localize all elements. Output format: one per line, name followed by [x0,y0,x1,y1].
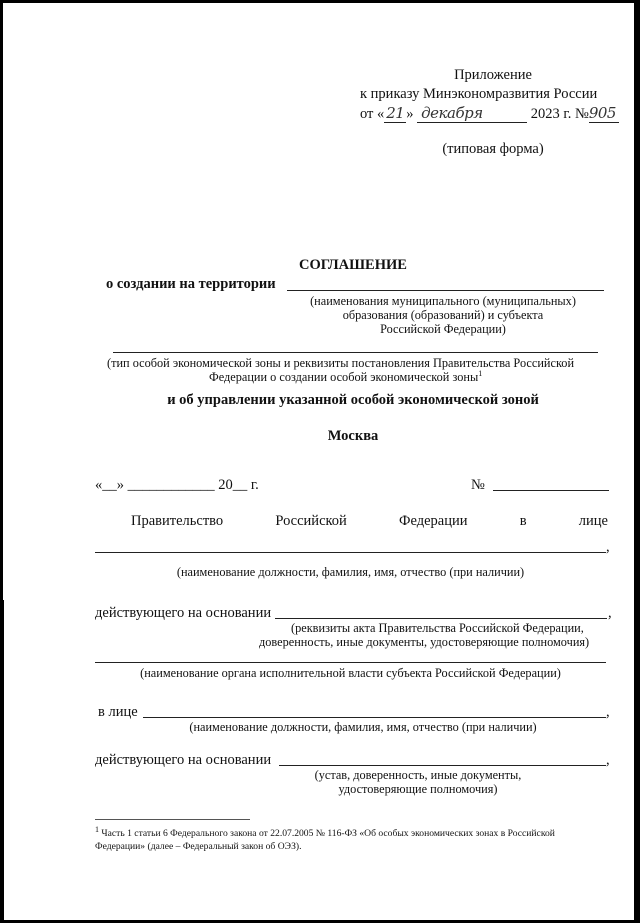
party2-org-caption: (наименование органа исполнительной власти субъекта Российской Федерации) [140,666,561,680]
word-government: Правительство [131,513,224,529]
scan-border [0,600,4,923]
party1-basis-comma: , [608,605,612,621]
order-year-label: 2023 г. № [530,106,589,122]
party1-rep-comma: , [606,539,610,555]
territory-caption-2: образования (образований) и субъекта [342,308,544,322]
title-subtitle-prefix: о создании на территории [106,276,276,292]
footnote-line-2: Федерации» (далее – Федеральный закон об ОЭЗ). [95,841,302,852]
word-in: в [519,513,527,529]
party2-basis-label: действующего на основании [95,752,272,768]
footnote-ref[interactable]: 1 [478,368,483,378]
word-person: лице [578,513,608,529]
order-date-line [360,105,619,123]
footnote-text-1: Часть 1 статьи 6 Федерального закона от 22.07.2005 № 116-ФЗ «Об особых экономических зонах в Российской [99,828,555,839]
party1-intro [131,513,608,530]
footnote-separator [95,819,250,820]
footnote-line-1 [95,824,555,840]
agreement-number-label: № [471,477,485,493]
appendix-label: Приложение [454,67,532,83]
date-close: » [406,106,414,122]
party2-representative-field[interactable] [143,717,606,718]
party2-rep-label: в лице [98,704,138,720]
zone-caption-2 [209,370,482,385]
word-russian: Российской [275,513,347,529]
party1-basis-label: действующего на основании [95,605,272,621]
order-number: 905 [589,105,619,123]
party1-basis-field[interactable] [275,618,607,619]
territory-caption-3: Российской Федерации) [380,322,506,336]
party2-rep-comma: , [606,704,610,720]
management-line: и об управлении указанной особой экономической зоной [167,392,539,408]
party1-rep-caption: (наименование должности, фамилия, имя, отчество (при наличии) [176,565,525,579]
city-label: Москва [327,428,379,444]
order-month: декабря [417,105,527,123]
agreement-date-field[interactable]: «__» ____________ 20__ г. [95,477,259,493]
territory-caption-1: (наименования муниципального (муниципальных) [310,294,576,308]
date-prefix: от « [360,106,385,122]
zone-caption-2-text: Федерации о создании особой экономической зоны [209,370,479,384]
party2-basis-caption-2: удостоверяющие полномочия) [338,782,498,796]
agreement-number-field[interactable] [493,490,609,491]
footnote-mark: 1 [95,824,99,834]
order-reference: к приказу Минэкономразвития России [360,86,598,102]
party2-rep-caption: (наименование должности, фамилия, имя, отчество (при наличии) [189,720,537,734]
party2-organization-field[interactable] [95,662,606,663]
party1-representative-field[interactable] [95,552,606,553]
party1-basis-caption-2: доверенность, иные документы, удостоверяющие полномочия) [259,635,590,649]
party2-basis-field[interactable] [279,765,606,766]
party2-basis-comma: , [606,752,610,768]
word-federation: Федерации [399,513,468,529]
zone-type-field[interactable] [113,352,598,353]
territory-field[interactable] [287,290,604,291]
order-day: 21 [386,104,405,122]
party1-basis-caption-1: (реквизиты акта Правительства Российской Федерации, [291,621,584,635]
zone-caption-1: (тип особой экономической зоны и реквизиты постановления Правительства Российской [107,356,575,370]
document-page [3,3,634,920]
document-title: СОГЛАШЕНИЕ [299,257,407,273]
party2-basis-caption-1: (устав, доверенность, иные документы, [314,768,522,782]
form-type-label: (типовая форма) [442,141,544,157]
